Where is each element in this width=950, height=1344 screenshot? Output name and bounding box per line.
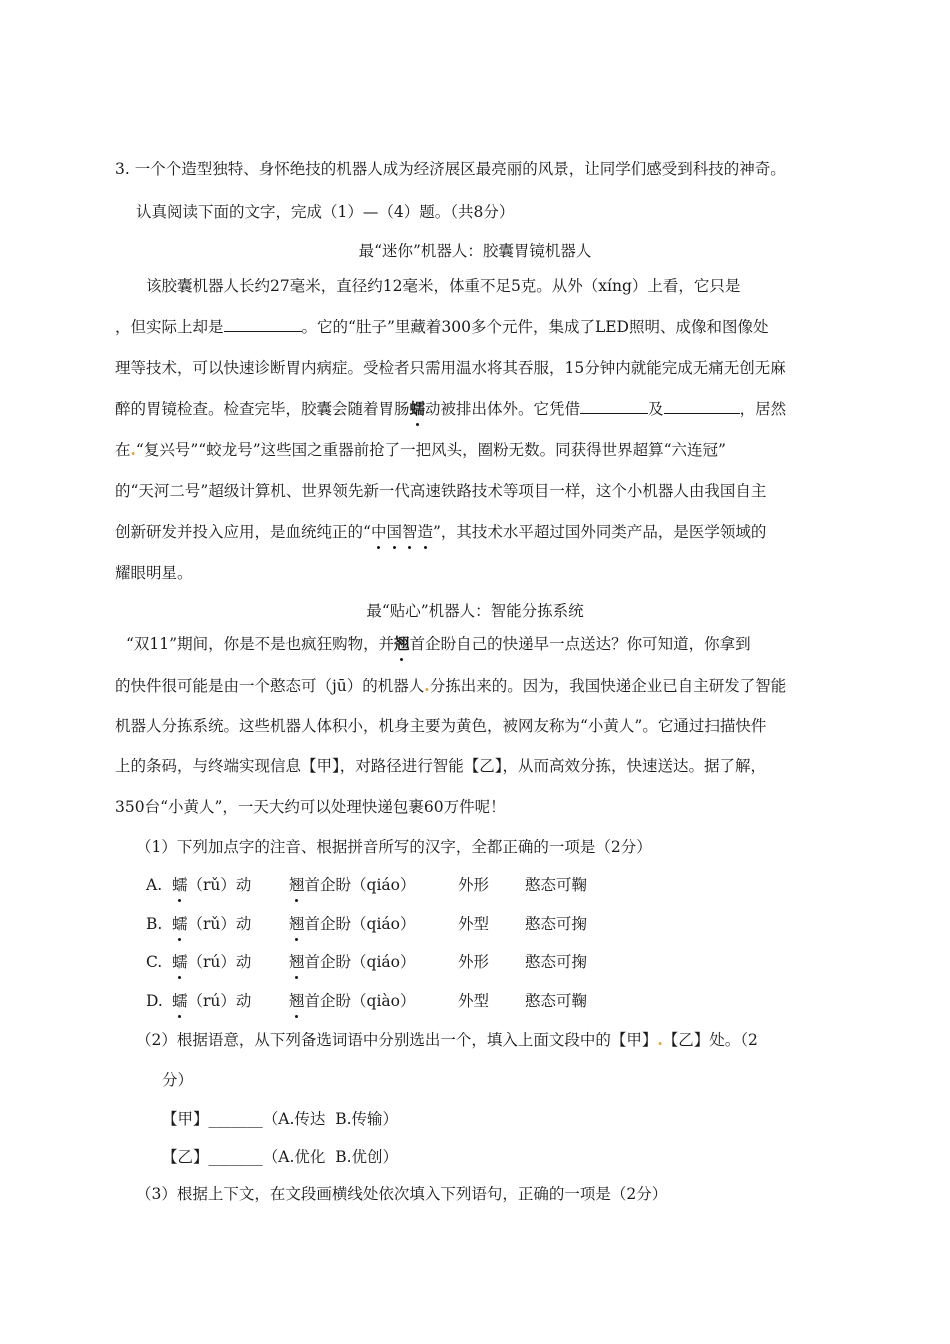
paragraph1-line1: 该胶囊机器人长约27毫米，直径约12毫米，体重不足5克。从外（xíng）上看，它只是 [146,277,741,295]
dotted-char: 造 [417,523,433,541]
paragraph1-line3: 理等技术，可以快速诊断胃内病症。受检者只需用温水将其吞服，15分钟内就能完成无痛无创无麻 [115,359,786,377]
dotted-char-ru: 蠕 [409,399,426,418]
sub-question-2-cont: 分） [162,1071,194,1089]
dotted-char: 智 [401,523,418,541]
paragraph2-line3: 机器人分拣系统。这些机器人体积小，机身主要为黄色，被网友称为“小黄人”。它通过扫描快件 [115,717,767,735]
orange-dot-mark: . [424,676,430,695]
dotted-char: 中 [370,523,387,541]
paragraph1-line6: 的“天河二号”超级计算机、世界领先新一代高速铁路技术等项目一样，这个小机器人由我国自主 [115,482,767,500]
fill-blank-3 [664,399,740,414]
dotted-char: 国 [386,523,402,541]
paragraph2-line2: 的快件很可能是由一个憨态可（jū）的机器人.分拣出来的。因为，我国快递企业已自主研发了智能 [115,676,787,695]
paragraph2-line5: 350台“小黄人”，一天大约可以处理快递包裹60万件呢！ [115,798,506,816]
paragraph1-line8: 耀眼明星。 [115,564,193,582]
answer-blank-yi[interactable]: _______ [208,1148,263,1166]
paragraph1-line4: 醉的胃镜检查。检查完毕，胶囊会随着胃肠蠕动被排出体外。它凭借 及 ，居然 [115,399,787,418]
sub-question-2: （2）根据语意，从下列备选词语中分别选出一个，填入上面文段中的【甲】.【乙】处。（2 [136,1030,758,1049]
section-title-sorting-robot: 最“贴心”机器人：智能分拣系统 [366,602,584,620]
question-3-instruction: 认真阅读下面的文字，完成（1）—（4）题。（共8分） [136,203,515,221]
section-title-capsule-robot: 最“迷你”机器人：胶囊胃镜机器人 [358,242,592,260]
orange-dot-mark: . [130,440,136,459]
sub-question-1: （1）下列加点字的注音、根据拼音所写的汉字，全都正确的一项是（2分） [136,838,652,856]
question-3-intro: 3. 一个个造型独特、身怀绝技的机器人成为经济展区最亮丽的风景，让同学们感受到科技的神奇。 [115,160,786,178]
orange-dot-mark: . [657,1030,663,1049]
sub-question-3: （3）根据上下文，在文段画横线处依次填入下列语句，正确的一项是（2分） [136,1185,668,1203]
paragraph1-line2: ，但实际上却是 。它的“肚子”里藏着300多个元件，集成了LED照明、成像和图像处 [115,318,769,336]
paragraph2-line1: “双11”期间，你是不是也疯狂购物，并翘首企盼自己的快递早一点送达？你可知道，你拿到 [126,634,751,653]
fill-blank-2 [580,399,648,414]
paragraph2-line4: 上的条码，与终端实现信息【甲】，对路径进行智能【乙】，从而高效分拣，快速送达。据了解， [115,757,767,775]
fill-blank-1 [224,317,302,332]
blank-jia-row: 【甲】_______（A.传达 B.传输） [162,1110,399,1128]
document-page: 3. 一个个造型独特、身怀绝技的机器人成为经济展区最亮丽的风景，让同学们感受到科技的神奇。 认真阅读下面的文字，完成（1）—（4）题。（共8分） 最“迷你”机器人：胶囊胃镜机器人 该胶囊机器人长约27毫米，直径约12毫米，体重不足5克。从外（xíng）上看，它只是 ，但实际上却是 。它的“肚子”里藏着300多个元件，集成了LED照明、成像和图像处 理等技术，可以快速诊断胃内病症。受检者只需用温水将其吞服，15分钟内就能完成无痛无创无麻 醉的胃镜检查。检查完毕，胶囊会随着胃肠蠕动被排出体外。它凭借 及 ，居然 在.“复兴号”“蛟龙号”这些国之重器前抢了一把风头，圈粉无数。同获得世界超算“六连冠” 的“天河二号”超级计算机、世界领先新一代高速铁路技术等项目一样，这个小机器人由我国自主 创新研发并投入应用，是血统纯正的“中国智造”，其技术水平超过国外同类产品，是医学领域的 耀眼明星。 最“贴心”机器人：智能分拣系统 “双11”期间，你是不是也疯狂购物，并翘首企盼自己的快递早一点送达？你可知道，你拿到 的快件很可能是由一个憨态可（jū）的机器人.分拣出来的。因为，我国快递企业已自主研发了智能 机器人分拣系统。这些机器人体积小，机身主要为黄色，被网友称为“小黄人”。它通过扫描快件 上的条码，与终端实现信息【甲】，对路径进行智能【乙】，从而高效分拣，快速送达。据了解， 350台“小黄人”，一天大约可以处理快递包裹60万件呢！ （1）下列加点字的注音、根据拼音所写的汉字，全都正确的一项是（2分） A. 蠕（rǔ）动 翘首企盼（qiáo） 外形 憨态可鞠 B. 蠕（rǔ）动 翘首企盼（qiáo） 外型 憨态可掬 C. 蠕（rú）动 翘首企盼（qiáo） 外形 憨态可掬 D. 蠕（rú）动 翘首企盼（qiào） 外型 憨态可鞠 （2）根据语意，从下列备选词语中分别选出一个，填入上面文段中的【甲】.【乙】处。（2 分） 【甲】_______（A.传达 B.传输） 【乙】_______（A.优化 B.优创） （3）根据上下文，在文段画横线处依次填入下列语句，正确的一项是（2分） [0,0,950,1344]
paragraph1-line7: 创新研发并投入应用，是血统纯正的“中国智造”，其技术水平超过国外同类产品，是医学领域的 [115,523,767,541]
paragraph1-line5: 在.“复兴号”“蛟龙号”这些国之重器前抢了一把风头，圈粉无数。同获得世界超算“六连冠” [115,440,726,459]
answer-blank-jia[interactable]: _______ [208,1110,263,1128]
dotted-char-qiao: 翘 [394,634,410,653]
blank-yi-row: 【乙】_______（A.优化 B.优创） [162,1148,399,1166]
